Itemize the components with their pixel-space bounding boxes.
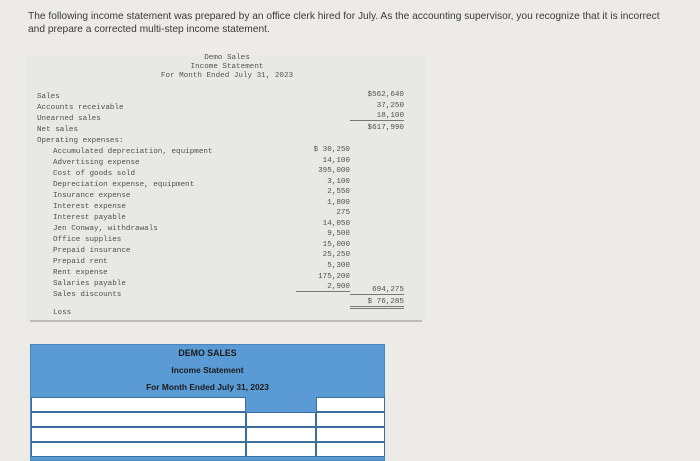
statement-line-amount: 14,050 (322, 220, 350, 228)
statement-line-label: Unearned sales (37, 115, 101, 123)
answer-cell-amount[interactable] (246, 412, 316, 427)
answer-statement-title: Income Statement (171, 365, 244, 375)
answer-row (31, 397, 384, 412)
answer-company-name: DEMO SALES (178, 348, 237, 358)
statement-line-total: 37,250 (376, 102, 404, 110)
answer-row (31, 427, 384, 442)
answer-table-header (31, 345, 384, 397)
statement-line-total: $617,990 (367, 124, 404, 132)
statement-line-total: $562,640 (367, 91, 404, 99)
statement-line-amount: 2,900 (296, 283, 350, 292)
statement-line-label: Interest expense (53, 203, 126, 211)
statement-line-amount: 5,300 (327, 262, 350, 270)
statement-line-label: Prepaid insurance (53, 247, 131, 255)
statement-line-total: 18,100 (350, 112, 404, 121)
statement-line-label: Accounts receivable (37, 104, 124, 112)
statement-line-label: Office supplies (53, 236, 122, 244)
answer-cell-amount[interactable] (246, 427, 316, 442)
statement-line-total: 694,275 (350, 286, 404, 295)
answer-table (30, 344, 385, 461)
statement-line-label: Advertising expense (53, 159, 140, 167)
clerk-statement-title: Income Statement (190, 63, 264, 71)
statement-line-label: Jen Conway, withdrawals (53, 225, 158, 233)
statement-line-label: Net sales (37, 126, 79, 134)
answer-cell-amount[interactable] (316, 427, 385, 442)
answer-row (31, 412, 384, 427)
clerk-company-name: Demo Sales (204, 54, 250, 62)
statement-line-amount: 3,100 (327, 178, 350, 186)
divider (30, 320, 422, 322)
answer-statement-period: For Month Ended July 31, 2023 (146, 382, 269, 392)
statement-line-amount: 275 (336, 209, 350, 217)
problem-prompt: The following income statement was prepared by an office clerk hired for July. As the accounting supervisor, you recognize that it is incorrect and prepare a corrected multi-step income statement. (28, 11, 660, 35)
statement-line-amount: 395,000 (318, 167, 350, 175)
statement-line-amount: 25,250 (322, 251, 350, 259)
statement-line-label: Sales (37, 93, 60, 101)
statement-line-amount: 15,000 (322, 241, 350, 249)
answer-row (31, 442, 384, 457)
clerk-statement-period: For Month Ended July 31, 2023 (160, 72, 294, 80)
answer-cell-label[interactable] (31, 427, 246, 442)
statement-line-total: $ 76,285 (350, 298, 404, 309)
clerk-statement-header (24, 54, 438, 81)
statement-line-label: Insurance expense (53, 192, 131, 200)
answer-cell-label[interactable] (31, 442, 246, 457)
answer-cell-amount[interactable] (246, 442, 316, 457)
statement-line-label: Prepaid rent (53, 258, 108, 266)
statement-line-label: Loss (53, 309, 72, 317)
statement-line-label: Cost of goods sold (53, 170, 136, 178)
statement-line-amount: $ 30,250 (313, 146, 350, 154)
statement-line-label: Salaries payable (53, 280, 126, 288)
statement-line-amount: 2,550 (327, 188, 350, 196)
statement-line-label: Operating expenses: (37, 137, 124, 145)
answer-cell-label[interactable] (31, 412, 246, 427)
answer-cell-label[interactable] (31, 397, 246, 412)
statement-line-label: Depreciation expense, equipment (53, 181, 195, 189)
statement-line-label: Sales discounts (53, 291, 122, 299)
statement-line-amount: 9,500 (327, 230, 350, 238)
statement-line-amount: 175,200 (318, 273, 350, 281)
answer-cell-amount[interactable] (316, 412, 385, 427)
statement-line-amount: 1,800 (327, 199, 350, 207)
answer-cell-amount[interactable] (316, 442, 385, 457)
answer-cell-amount[interactable] (316, 397, 385, 412)
statement-line-label: Accumulated depreciation, equipment (53, 148, 213, 156)
statement-line-label: Rent expense (53, 269, 108, 277)
statement-line-amount: 14,100 (322, 157, 350, 165)
statement-line-label: Interest payable (53, 214, 126, 222)
